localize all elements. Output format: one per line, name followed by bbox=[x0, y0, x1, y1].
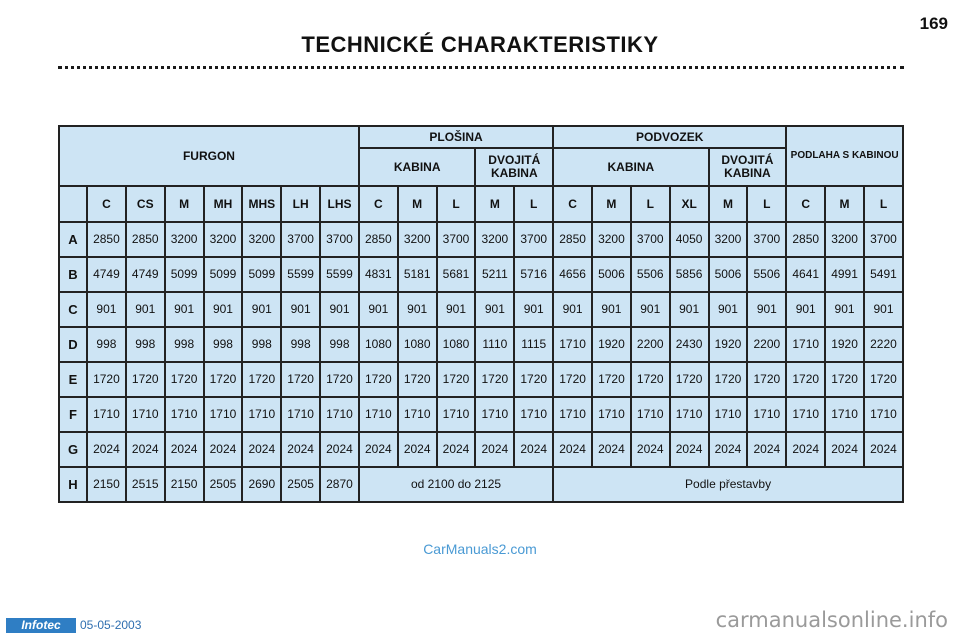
table-cell: 3700 bbox=[281, 222, 320, 257]
table-cell: 2690 bbox=[242, 467, 281, 502]
table-cell: 5181 bbox=[398, 257, 437, 292]
table-cell: 4831 bbox=[359, 257, 398, 292]
site-watermark: carmanualsonline.info bbox=[715, 608, 948, 632]
table-cell: 3200 bbox=[242, 222, 281, 257]
table-cell: 998 bbox=[320, 327, 359, 362]
table-cell: 1710 bbox=[475, 397, 514, 432]
group-plosina: PLOŠINA bbox=[359, 126, 553, 148]
table-cell: 1710 bbox=[786, 397, 825, 432]
table-cell: 901 bbox=[204, 292, 243, 327]
table-cell: 1720 bbox=[592, 362, 631, 397]
column-header: C bbox=[553, 186, 592, 222]
table-cell: 1710 bbox=[320, 397, 359, 432]
table-cell: 901 bbox=[825, 292, 864, 327]
table-cell: 3700 bbox=[514, 222, 553, 257]
table-cell: 2024 bbox=[126, 432, 165, 467]
table-cell: 2024 bbox=[514, 432, 553, 467]
table-cell: 2850 bbox=[87, 222, 126, 257]
column-header: MH bbox=[204, 186, 243, 222]
table-cell: 998 bbox=[126, 327, 165, 362]
table-cell: 2430 bbox=[670, 327, 709, 362]
table-cell: 901 bbox=[514, 292, 553, 327]
table-cell: 4641 bbox=[786, 257, 825, 292]
table-cell: 2024 bbox=[437, 432, 476, 467]
table-cell: 2200 bbox=[631, 327, 670, 362]
table-cell: 5681 bbox=[437, 257, 476, 292]
podvozek-dvojita-kabina: DVOJITÁ KABINA bbox=[709, 148, 787, 186]
row-label: H bbox=[59, 467, 87, 502]
column-header: C bbox=[87, 186, 126, 222]
table-cell: 1710 bbox=[553, 397, 592, 432]
table-cell: 2850 bbox=[786, 222, 825, 257]
table-cell: 998 bbox=[165, 327, 204, 362]
table-cell: 3700 bbox=[864, 222, 903, 257]
row-label: E bbox=[59, 362, 87, 397]
page-number: 169 bbox=[919, 14, 948, 33]
column-header: L bbox=[747, 186, 786, 222]
table-cell: 4991 bbox=[825, 257, 864, 292]
column-header: L bbox=[514, 186, 553, 222]
table-row bbox=[59, 362, 903, 397]
table-cell: 1720 bbox=[126, 362, 165, 397]
table-cell: 1720 bbox=[281, 362, 320, 397]
table-cell: 1710 bbox=[592, 397, 631, 432]
table-cell: 901 bbox=[592, 292, 631, 327]
table-cell: 1710 bbox=[864, 397, 903, 432]
table-cell: 2150 bbox=[165, 467, 204, 502]
group-podlaha: PODLAHA S KABINOU bbox=[786, 126, 903, 186]
table-cell: 2024 bbox=[281, 432, 320, 467]
plosina-h-note: od 2100 do 2125 bbox=[359, 467, 553, 502]
table-cell: 1710 bbox=[786, 327, 825, 362]
table-cell: 901 bbox=[864, 292, 903, 327]
table-cell: 3700 bbox=[747, 222, 786, 257]
podvozek-kabina: KABINA bbox=[553, 148, 708, 186]
table-cell: 1720 bbox=[320, 362, 359, 397]
table-cell: 901 bbox=[398, 292, 437, 327]
table-cell: 3700 bbox=[631, 222, 670, 257]
table-cell: 901 bbox=[126, 292, 165, 327]
column-header: L bbox=[437, 186, 476, 222]
table-cell: 3200 bbox=[825, 222, 864, 257]
row-label: F bbox=[59, 397, 87, 432]
row-label: C bbox=[59, 292, 87, 327]
table-cell: 5716 bbox=[514, 257, 553, 292]
table-cell: 3200 bbox=[475, 222, 514, 257]
corner-cell bbox=[59, 186, 87, 222]
dotted-divider bbox=[58, 66, 904, 69]
table-cell: 2505 bbox=[281, 467, 320, 502]
table-cell: 2024 bbox=[242, 432, 281, 467]
table-cell: 901 bbox=[747, 292, 786, 327]
table-cell: 5006 bbox=[709, 257, 748, 292]
plosina-kabina: KABINA bbox=[359, 148, 476, 186]
table-row bbox=[59, 432, 903, 467]
table-cell: 5506 bbox=[631, 257, 670, 292]
table-cell: 2850 bbox=[359, 222, 398, 257]
table-cell: 1710 bbox=[709, 397, 748, 432]
table-cell: 2024 bbox=[670, 432, 709, 467]
table-cell: 1920 bbox=[825, 327, 864, 362]
column-header: L bbox=[631, 186, 670, 222]
table-cell: 1710 bbox=[514, 397, 553, 432]
table-cell: 1110 bbox=[475, 327, 514, 362]
table-cell: 1710 bbox=[670, 397, 709, 432]
table-cell: 1080 bbox=[398, 327, 437, 362]
table-cell: 1920 bbox=[709, 327, 748, 362]
table-cell: 2024 bbox=[786, 432, 825, 467]
table-cell: 1720 bbox=[670, 362, 709, 397]
column-header: LHS bbox=[320, 186, 359, 222]
table-cell: 2024 bbox=[359, 432, 398, 467]
table-cell: 2220 bbox=[864, 327, 903, 362]
table-cell: 5506 bbox=[747, 257, 786, 292]
table-cell: 1720 bbox=[514, 362, 553, 397]
table-cell: 5006 bbox=[592, 257, 631, 292]
table-cell: 901 bbox=[359, 292, 398, 327]
column-header: M bbox=[709, 186, 748, 222]
table-cell: 1720 bbox=[631, 362, 670, 397]
table-cell: 901 bbox=[786, 292, 825, 327]
table-cell: 2024 bbox=[475, 432, 514, 467]
column-header-row bbox=[59, 186, 903, 222]
column-header: M bbox=[475, 186, 514, 222]
table-cell: 2024 bbox=[320, 432, 359, 467]
table-row bbox=[59, 397, 903, 432]
table-cell: 5856 bbox=[670, 257, 709, 292]
podvozek-h-note: Podle přestavby bbox=[553, 467, 903, 502]
table-cell: 1720 bbox=[437, 362, 476, 397]
table-cell: 1720 bbox=[786, 362, 825, 397]
table-cell: 1720 bbox=[87, 362, 126, 397]
table-cell: 1710 bbox=[437, 397, 476, 432]
table-cell: 4749 bbox=[126, 257, 165, 292]
table-cell: 901 bbox=[242, 292, 281, 327]
table-cell: 2024 bbox=[165, 432, 204, 467]
row-label: D bbox=[59, 327, 87, 362]
table-cell: 3200 bbox=[709, 222, 748, 257]
table-cell: 3700 bbox=[437, 222, 476, 257]
table-cell: 1720 bbox=[553, 362, 592, 397]
group-furgon: FURGON bbox=[59, 126, 359, 186]
table-cell: 1720 bbox=[359, 362, 398, 397]
column-header: M bbox=[825, 186, 864, 222]
column-header: L bbox=[864, 186, 903, 222]
table-cell: 4050 bbox=[670, 222, 709, 257]
table-cell: 1710 bbox=[281, 397, 320, 432]
table-cell: 2024 bbox=[825, 432, 864, 467]
table-cell: 3700 bbox=[320, 222, 359, 257]
table-cell: 2850 bbox=[126, 222, 165, 257]
table-cell: 901 bbox=[165, 292, 204, 327]
infotec-logo: Infotec bbox=[6, 618, 76, 633]
table-cell: 5099 bbox=[165, 257, 204, 292]
column-header: C bbox=[786, 186, 825, 222]
row-label: A bbox=[59, 222, 87, 257]
table-cell: 5099 bbox=[242, 257, 281, 292]
table-cell: 2024 bbox=[204, 432, 243, 467]
column-header: LH bbox=[281, 186, 320, 222]
table-cell: 2200 bbox=[747, 327, 786, 362]
row-label: G bbox=[59, 432, 87, 467]
table-cell: 998 bbox=[87, 327, 126, 362]
table-cell: 2024 bbox=[864, 432, 903, 467]
table-cell: 5211 bbox=[475, 257, 514, 292]
table-row bbox=[59, 222, 903, 257]
table-cell: 901 bbox=[709, 292, 748, 327]
column-header: XL bbox=[670, 186, 709, 222]
table-cell: 1710 bbox=[165, 397, 204, 432]
table-cell: 5599 bbox=[281, 257, 320, 292]
table-cell: 1710 bbox=[631, 397, 670, 432]
table-cell: 2505 bbox=[204, 467, 243, 502]
table-cell: 1720 bbox=[165, 362, 204, 397]
column-header: M bbox=[165, 186, 204, 222]
table-cell: 998 bbox=[204, 327, 243, 362]
table-cell: 5599 bbox=[320, 257, 359, 292]
table-cell: 1720 bbox=[825, 362, 864, 397]
table-cell: 998 bbox=[281, 327, 320, 362]
row-label: B bbox=[59, 257, 87, 292]
table-cell: 2024 bbox=[87, 432, 126, 467]
table-cell: 3200 bbox=[398, 222, 437, 257]
column-header: MHS bbox=[242, 186, 281, 222]
table-cell: 5491 bbox=[864, 257, 903, 292]
table-cell: 3200 bbox=[592, 222, 631, 257]
table-cell: 1720 bbox=[242, 362, 281, 397]
table-cell: 998 bbox=[242, 327, 281, 362]
spec-table bbox=[58, 125, 904, 503]
table-cell: 1710 bbox=[359, 397, 398, 432]
table-cell: 1115 bbox=[514, 327, 553, 362]
table-row bbox=[59, 257, 903, 292]
table-cell: 2850 bbox=[553, 222, 592, 257]
table-cell: 2024 bbox=[631, 432, 670, 467]
table-cell: 1710 bbox=[204, 397, 243, 432]
table-cell: 901 bbox=[281, 292, 320, 327]
table-cell: 1920 bbox=[592, 327, 631, 362]
table-cell: 1720 bbox=[398, 362, 437, 397]
table-cell: 1720 bbox=[204, 362, 243, 397]
table-cell: 2024 bbox=[592, 432, 631, 467]
table-cell: 1080 bbox=[437, 327, 476, 362]
footer-date: 05-05-2003 bbox=[80, 618, 142, 632]
table-cell: 1720 bbox=[864, 362, 903, 397]
table-cell: 901 bbox=[87, 292, 126, 327]
table-cell: 4656 bbox=[553, 257, 592, 292]
table-cell: 1720 bbox=[475, 362, 514, 397]
column-header: CS bbox=[126, 186, 165, 222]
table-cell: 2024 bbox=[398, 432, 437, 467]
table-cell: 1710 bbox=[553, 327, 592, 362]
table-cell: 901 bbox=[437, 292, 476, 327]
column-header: C bbox=[359, 186, 398, 222]
page-title: TECHNICKÉ CHARAKTERISTIKY bbox=[301, 32, 659, 57]
column-header: M bbox=[398, 186, 437, 222]
table-cell: 1710 bbox=[825, 397, 864, 432]
table-cell: 2024 bbox=[709, 432, 748, 467]
table-row bbox=[59, 327, 903, 362]
table-cell: 2870 bbox=[320, 467, 359, 502]
group-podvozek: PODVOZEK bbox=[553, 126, 786, 148]
table-cell: 1710 bbox=[87, 397, 126, 432]
table-cell: 2024 bbox=[553, 432, 592, 467]
table-cell: 2024 bbox=[747, 432, 786, 467]
table-cell: 5099 bbox=[204, 257, 243, 292]
table-cell: 4749 bbox=[87, 257, 126, 292]
table-cell: 901 bbox=[670, 292, 709, 327]
table-cell: 1710 bbox=[242, 397, 281, 432]
table-cell: 1080 bbox=[359, 327, 398, 362]
table-row bbox=[59, 292, 903, 327]
table-cell: 901 bbox=[320, 292, 359, 327]
table-cell: 1710 bbox=[126, 397, 165, 432]
table-cell: 1720 bbox=[709, 362, 748, 397]
table-cell: 901 bbox=[631, 292, 670, 327]
table-cell: 901 bbox=[475, 292, 514, 327]
table-cell: 2150 bbox=[87, 467, 126, 502]
column-header: M bbox=[592, 186, 631, 222]
table-cell: 901 bbox=[553, 292, 592, 327]
table-cell: 1710 bbox=[747, 397, 786, 432]
watermark: CarManuals2.com bbox=[423, 541, 537, 557]
table-cell: 3200 bbox=[165, 222, 204, 257]
table-row bbox=[59, 467, 903, 502]
table-cell: 1710 bbox=[398, 397, 437, 432]
plosina-dvojita-kabina: DVOJITÁ KABINA bbox=[475, 148, 553, 186]
table-cell: 1720 bbox=[747, 362, 786, 397]
table-cell: 3200 bbox=[204, 222, 243, 257]
table-cell: 2515 bbox=[126, 467, 165, 502]
